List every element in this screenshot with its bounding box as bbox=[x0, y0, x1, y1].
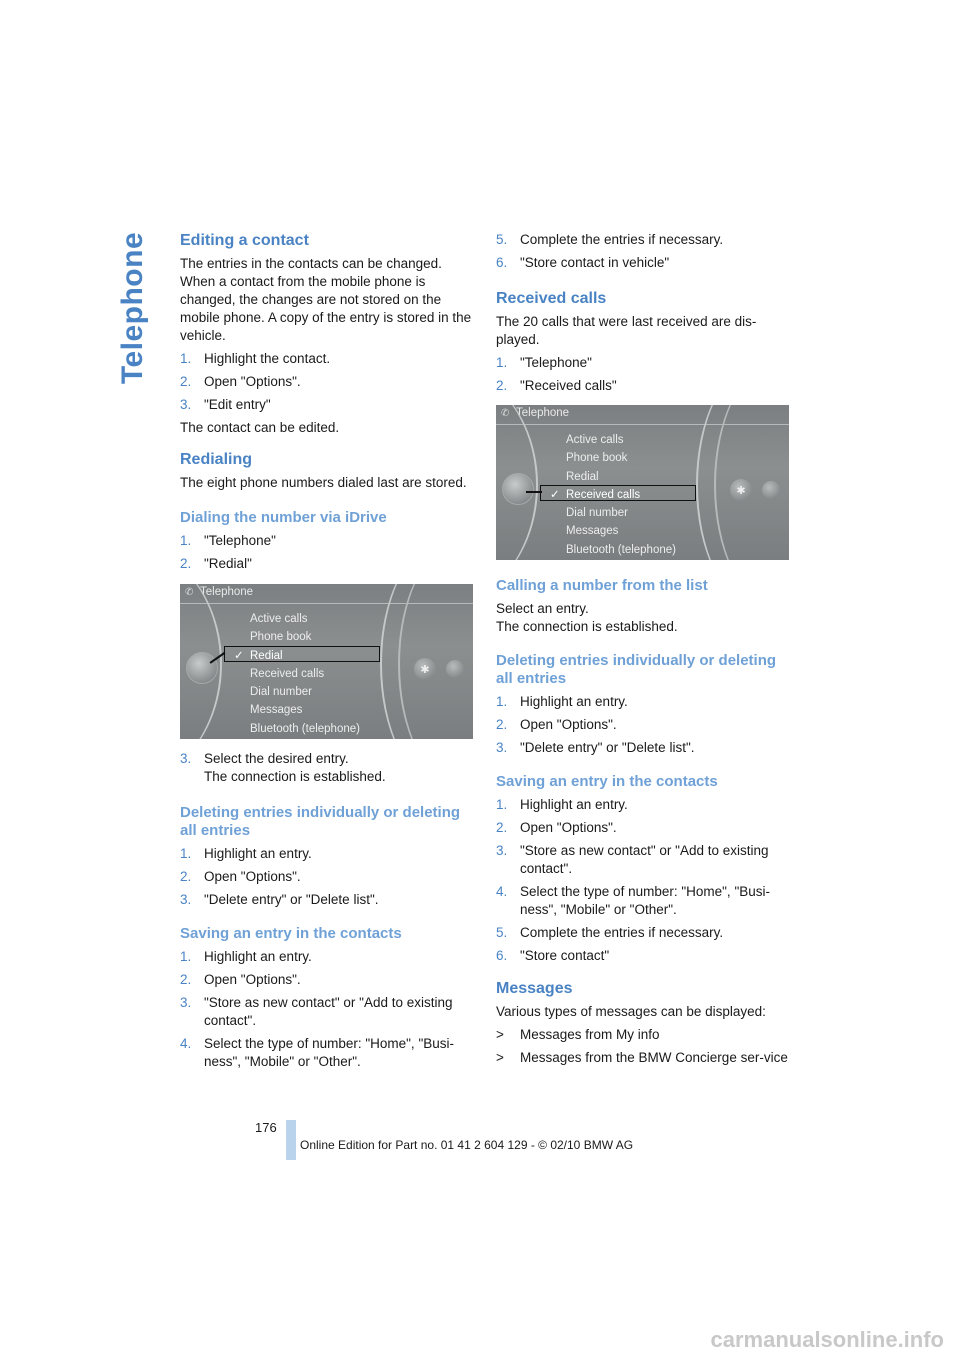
saving-section bbox=[496, 773, 791, 965]
screen-menu bbox=[550, 431, 676, 559]
menu-item-selected: ✓ Redial bbox=[250, 647, 360, 665]
list-item: 4. Select the type of number: "Home", "Busi-ness", "Mobile" or "Other". bbox=[180, 1036, 454, 1069]
step-list bbox=[496, 796, 791, 965]
subsection-heading: Deleting entries individually or deleting all entries bbox=[180, 804, 461, 839]
screen-menu bbox=[234, 610, 360, 738]
menu-item: Dial number bbox=[566, 507, 628, 520]
footer-accent-bar bbox=[286, 1120, 296, 1160]
menu-item: Bluetooth (telephone) bbox=[250, 722, 360, 735]
list-item: 1. "Telephone" bbox=[180, 533, 276, 548]
screen-title: Telephone bbox=[516, 407, 570, 419]
list-item: 3. "Delete entry" or "Delete list". bbox=[180, 892, 379, 907]
list-item: 2. Open "Options". bbox=[180, 869, 301, 884]
list-item: 3. Select the desired entry. The connection is established. bbox=[180, 751, 386, 784]
menu-item: Messages bbox=[250, 704, 303, 717]
section-heading: Redialing bbox=[180, 451, 253, 468]
section-heading: Received calls bbox=[496, 290, 607, 307]
menu-item: Messages bbox=[566, 525, 619, 538]
menu-item: Phone book bbox=[566, 452, 628, 465]
subsection-heading: Dialing the number via iDrive bbox=[180, 509, 387, 526]
paragraph: Various types of messages can be displayed: bbox=[496, 1004, 766, 1019]
list-item: > Messages from My info bbox=[496, 1027, 660, 1042]
subsection-heading: Saving an entry in the contacts bbox=[496, 773, 718, 790]
list-item: 2. Open "Options". bbox=[496, 820, 617, 835]
step-list bbox=[496, 354, 791, 395]
arc-decoration bbox=[714, 405, 789, 560]
step-list bbox=[180, 532, 475, 573]
watermark: carmanualsonline.info bbox=[710, 1327, 944, 1352]
deleting-section bbox=[180, 804, 475, 909]
list-item: 2. Open "Options". bbox=[180, 374, 301, 389]
step3-block bbox=[180, 750, 475, 786]
deleting-section bbox=[496, 652, 791, 757]
menu-item: Dial number bbox=[250, 686, 312, 699]
list-item: 5. Complete the entries if necessary. bbox=[496, 232, 724, 247]
editing-contact-section bbox=[180, 232, 475, 437]
phone-icon: ✆ bbox=[501, 408, 510, 419]
list-item: 3. "Edit entry" bbox=[180, 397, 271, 412]
page-number: 176 bbox=[255, 1120, 277, 1135]
section-tab-label: Telephone bbox=[116, 231, 150, 385]
bullet-icon: > bbox=[496, 1050, 504, 1065]
list-item: 5. Complete the entries if necessary. bbox=[496, 925, 724, 940]
settings-knob-icon: ✱ bbox=[414, 658, 436, 680]
option-knob-icon bbox=[446, 660, 464, 678]
list-item: 1. Highlight an entry. bbox=[496, 694, 628, 709]
paragraph: The 20 calls that were last received are dis-played. bbox=[496, 314, 757, 347]
idrive-screenshot-received-calls bbox=[496, 405, 789, 560]
list-item: 2. "Received calls" bbox=[496, 378, 617, 393]
controller-knob-icon bbox=[502, 473, 534, 505]
step-list bbox=[180, 350, 475, 414]
screen-title: Telephone bbox=[200, 586, 254, 598]
section-heading: Messages bbox=[496, 980, 573, 997]
calling-section bbox=[496, 577, 791, 636]
menu-item: Received calls bbox=[250, 667, 325, 680]
step-list bbox=[496, 693, 791, 757]
menu-item: Active calls bbox=[250, 613, 308, 625]
edition-note: Online Edition for Part no. 01 41 2 604 129 - © 02/10 BMW AG bbox=[300, 1138, 634, 1152]
phone-icon: ✆ bbox=[185, 587, 194, 598]
received-calls-section bbox=[496, 290, 791, 395]
settings-knob-icon: ✱ bbox=[730, 479, 752, 501]
dialing-idrive-section bbox=[180, 509, 475, 573]
subsection-heading: Saving an entry in the contacts bbox=[180, 925, 402, 942]
paragraph: Select an entry. bbox=[496, 601, 589, 616]
paragraph: The contact can be edited. bbox=[180, 420, 340, 435]
list-item: 2. Open "Options". bbox=[180, 972, 301, 987]
list-item: 6. "Store contact in vehicle" bbox=[496, 255, 670, 270]
menu-item: Bluetooth (telephone) bbox=[566, 543, 676, 556]
menu-item: Active calls bbox=[566, 434, 624, 446]
bullet-icon: > bbox=[496, 1027, 504, 1042]
list-item: 1. "Telephone" bbox=[496, 355, 592, 370]
arc-decoration bbox=[398, 584, 473, 739]
list-item: 4. Select the type of number: "Home", "Busi-ness", "Mobile" or "Other". bbox=[496, 884, 770, 917]
saving-section bbox=[180, 925, 475, 1071]
list-item: 2. "Redial" bbox=[180, 556, 252, 571]
step-list bbox=[180, 948, 475, 1071]
paragraph: The eight phone numbers dialed last are stored. bbox=[180, 475, 467, 490]
step-list bbox=[180, 845, 475, 909]
callout-line bbox=[526, 491, 542, 493]
list-item: 3. "Store as new contact" or "Add to existing contact". bbox=[180, 995, 453, 1028]
list-item: 2. Open "Options". bbox=[496, 717, 617, 732]
check-icon: ✓ bbox=[234, 649, 244, 662]
list-item: 3. "Store as new contact" or "Add to existing contact". bbox=[496, 843, 769, 876]
bullet-list bbox=[496, 1026, 791, 1067]
list-item: 1. Highlight an entry. bbox=[180, 846, 312, 861]
subsection-heading: Deleting entries individually or deleting all entries bbox=[496, 652, 777, 687]
list-item: 1. Highlight an entry. bbox=[496, 797, 628, 812]
option-knob-icon bbox=[762, 481, 780, 499]
list-item: > Messages from the BMW Concierge ser-vice bbox=[496, 1050, 788, 1065]
redialing-section bbox=[180, 451, 475, 492]
paragraph: The connection is established. bbox=[496, 619, 678, 634]
check-icon: ✓ bbox=[550, 488, 560, 501]
list-item: 6. "Store contact" bbox=[496, 948, 610, 963]
paragraph: The entries in the contacts can be changed. When a contact from the mobile phone is changed, the changes are not stored on the mobile phone. A copy of the entry is stored in the vehicle. bbox=[180, 256, 472, 343]
menu-item: Redial bbox=[566, 470, 599, 483]
idrive-screenshot-redial bbox=[180, 584, 473, 739]
list-item: 1. Highlight an entry. bbox=[180, 949, 312, 964]
controller-knob-icon bbox=[186, 652, 218, 684]
section-tab bbox=[112, 228, 154, 388]
messages-section bbox=[496, 980, 791, 1067]
subsection-heading: Calling a number from the list bbox=[496, 577, 708, 594]
continued-steps bbox=[496, 231, 791, 272]
menu-item: Phone book bbox=[250, 631, 312, 644]
list-item: 3. "Delete entry" or "Delete list". bbox=[496, 740, 695, 755]
section-heading: Editing a contact bbox=[180, 232, 309, 249]
menu-item-selected: ✓ Received calls bbox=[566, 486, 676, 504]
list-item: 1. Highlight the contact. bbox=[180, 351, 331, 366]
